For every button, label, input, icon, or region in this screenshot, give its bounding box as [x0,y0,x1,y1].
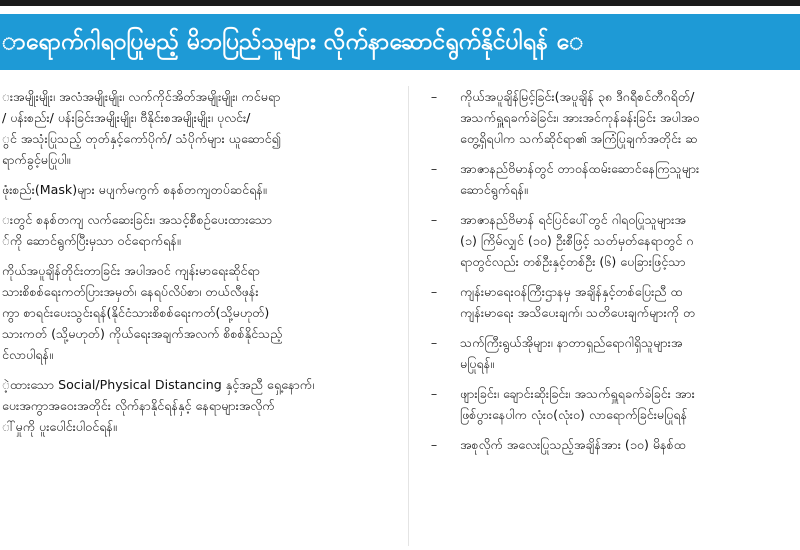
item-text-line: ကိုယ်အပူချိန်တိုင်းတာခြင်း အပါအဝင် ကျန်းမာရေးဆိုင်ရာ [2,263,260,278]
banner-title: ာရောက်ဂါရဝပြုမည့် မိဘပြည်သူများ လိုက်နာဆောင်ရွက်နိုင်ပါရန် ေ [0,14,800,70]
item-text-line: ဖုံးစည်း(Mask)များ မပျက်မကွက် စနစ်တကျတပ်ဆင်ရန်။ [2,182,267,197]
list-item [0,209,395,251]
item-text-line: အာဇာနည်ဗိမာန်တွင် တာဝန်ထမ်းဆောင်နေကြသူများ [460,161,700,176]
column-divider [408,86,409,546]
bullet-dash: – [430,161,438,176]
item-text-line: အစုလိုက် အလေးပြုသည့်အချိန်အား (၁၀) မိနစ်ထ [460,437,686,452]
item-text-line: ပေးအကွာအဝေးအတိုင်း လိုက်နာနိုင်ရန်နှင့် နေရာများအလိုက် [2,398,275,413]
bullet-dash: – [430,89,438,104]
list-item [0,179,395,200]
item-text-line: ွင် အသုံးပြုသည့် တုတ်နှင့်ကော်ပိုက်/ သံပိုက်များ ယူဆောင်၍ [2,131,282,146]
item-text-line: ကျန်းမာရေး အသိပေးချက်၊ သတိပေးချက်များကို တ [460,305,696,320]
item-text-line: မပြုရန်။ [460,356,495,371]
item-text-line: င်လာပါရန်။ [2,347,53,362]
item-text-line: ်ကို ဆောင်ရွက်ပြီးမှသာ ဝင်ရောက်ရန်။ [2,233,181,248]
item-text-line: သားကတ် (သို့မဟုတ်) ကိုယ်ရေးအချက်အလက် စိစစ်နိုင်သည့် [2,326,283,341]
item-text-line: ကိုယ်အပူချိန်မြင့်ခြင်း(အပူချိန် ၃၈ ဒီဂရီစင်တီဂရိတ်/ [460,89,695,104]
top-rule [0,0,800,6]
item-text-line: ဆောင်ရွက်ရန်။ [460,182,528,197]
bullet-dash: – [430,335,438,350]
list-item [0,86,395,170]
item-text-line: / ပန်းစည်း/ ပန်းခြင်းအမျိုးမျိုး၊ ဗီနိုင်းစအမျိုးမျိုး၊ ပုလင်း/ [2,110,251,125]
item-text-line: းအမျိုးမျိုး၊ အလံအမျိုးမျိုး၊ လက်ကိုင်အိတ်အမျိုးမျိုး၊ ကင်မရာ [2,89,281,104]
item-text-line: ဖြစ်ပွားနေပါက လုံးဝ(လုံးဝ) လာရောက်ခြင်းမပြုရန် [460,407,688,422]
list-item [424,383,800,425]
item-text-line: အာဇာနည်ဗိမာန် ရင်ပြင်ပေါ်တွင် ဂါရဝပြုသူများအ [460,212,686,227]
item-text-line: (၁) ကြိမ်လျှင် (၁၀) ဦးစီဖြင့် သတ်မှတ်နေရာတွင် ဂ [460,233,694,248]
item-text-line: ဲ့ထားသော Social/Physical Distancing နှင့်အညီ ရှေ့နောက်၊ [2,377,315,392]
left-column [0,86,395,548]
right-column [424,86,800,548]
bullet-dash: – [430,284,438,299]
item-text-line: ကျန်းမာရေးဝန်ကြီးဌာနမှ အချိန်နှင့်တစ်ပြေးညီ ထ [460,284,683,299]
list-item [424,86,800,149]
item-text-line: ဖျားခြင်း၊ ချောင်းဆိုးခြင်း၊ အသက်ရှူရခက်ခဲခြင်း အား [460,386,695,401]
item-text-line: သားစိစစ်ရေးကတ်ပြားအမှတ်၊ နေရပ်လိပ်စာ၊ တယ်လီဖုန်း [2,284,259,299]
list-item [424,434,800,455]
item-text-line: းတွင် စနစ်တကျ လက်ဆေးခြင်း၊ အသင့်စီစဉ်ပေးထားသော [2,212,273,227]
list-item [424,209,800,272]
item-text-line: ါ်မှုကို ပူးပေါင်းပါဝင်ရန်။ [2,419,117,434]
item-text-line: ကွာ စာရင်းပေးသွင်းရန်(နိုင်ငံသားစိစစ်ရေးကတ်(သို့မဟုတ်) [2,305,270,320]
item-text-line: ရာတွင်လည်း တစ်ဦးနှင့်တစ်ဦး (၆) ပေခြားဖြင့်သာ [460,254,686,269]
item-text-line: ရာက်ခွင့်မပြုပါ။ [2,152,71,167]
list-item [424,332,800,374]
item-text-line: သက်ကြီးရွယ်အိုများ၊ နာတာရှည်ရောဂါရှိသူများအ [460,335,683,350]
list-item [424,158,800,200]
bullet-dash: – [430,437,438,452]
list-item [0,374,395,437]
item-text-line: တွေ့ရှိရပါက သက်ဆိုင်ရာ၏ အကြံပြုချက်အတိုင်း ဆ [460,131,698,146]
bullet-dash: – [430,386,438,401]
list-item [424,281,800,323]
bullet-dash: – [430,212,438,227]
item-text-line: အသက်ရှူရခက်ခဲခြင်း၊ အားအင်ကုန်ခန်းခြင်း အပါအဝ [460,110,700,125]
list-item [0,260,395,365]
